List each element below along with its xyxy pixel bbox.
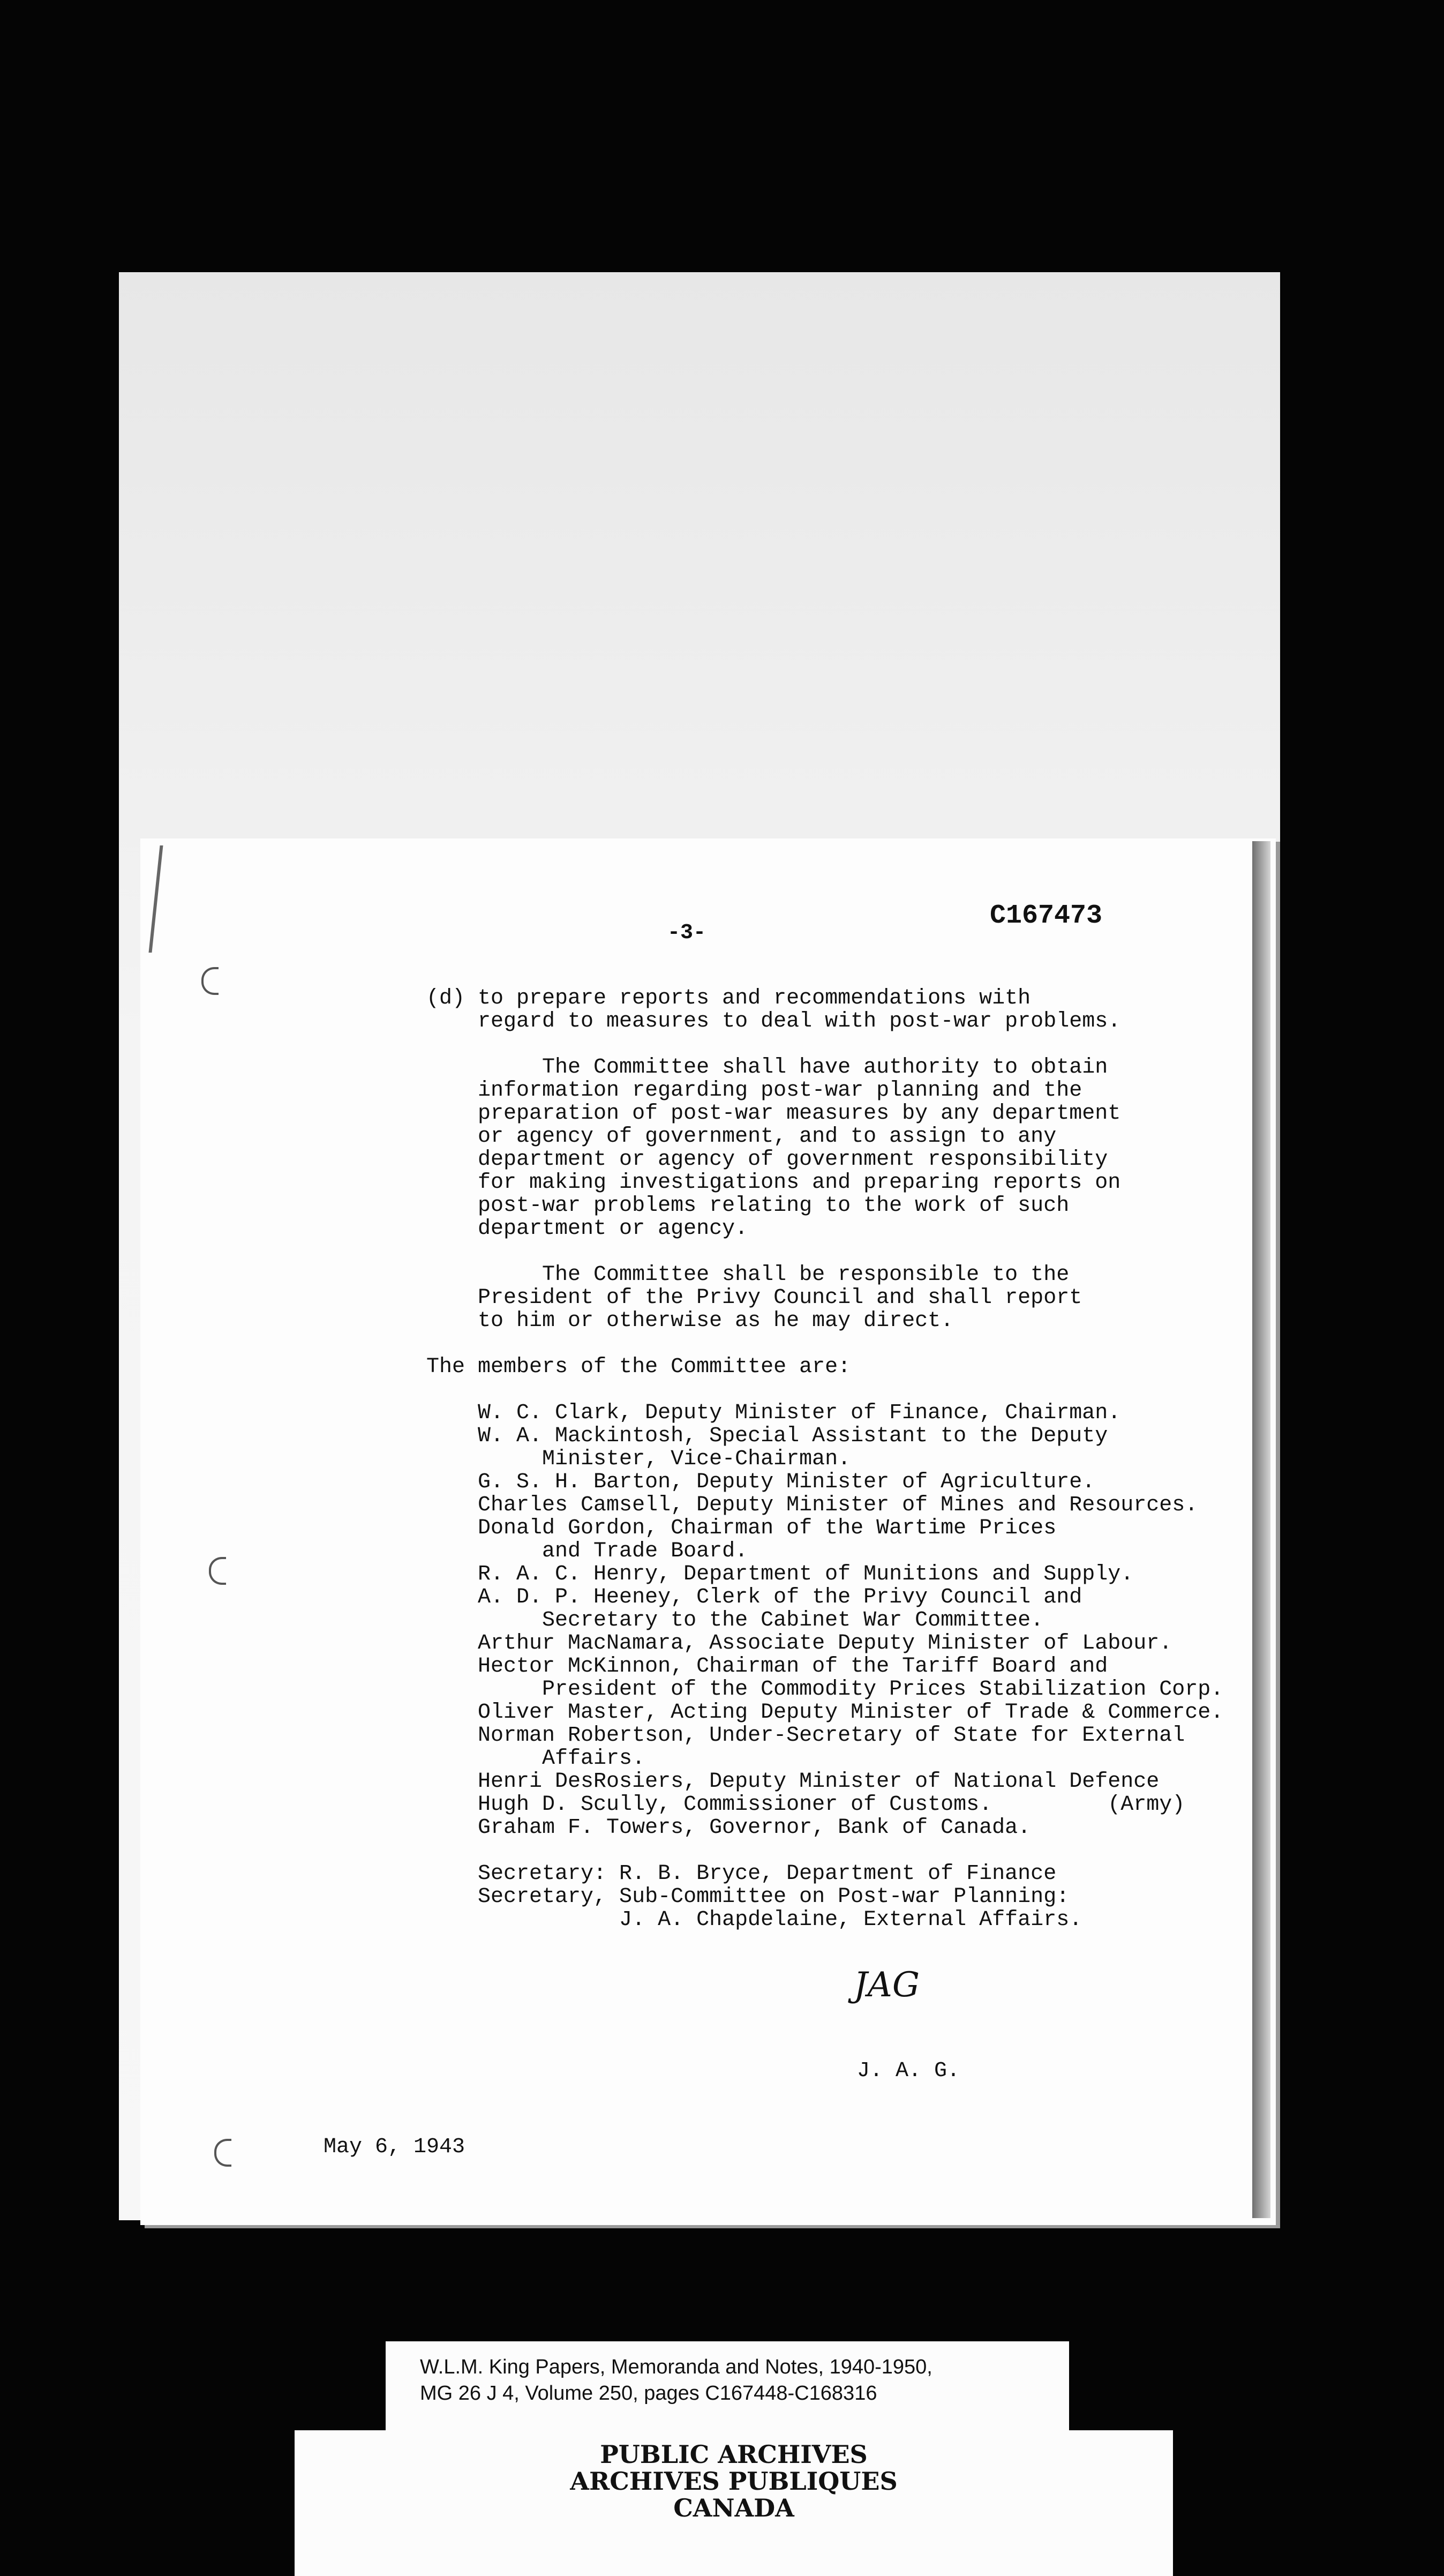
body-line: Charles Camsell, Deputy Minister of Mines and Resources. xyxy=(426,1493,1198,1517)
body-line xyxy=(426,1033,1223,1056)
body-line: department or agency of government responsibility xyxy=(426,1148,1108,1172)
body-line: G. S. H. Barton, Deputy Minister of Agriculture. xyxy=(426,1470,1095,1494)
body-line: to him or otherwise as he may direct. xyxy=(426,1309,954,1333)
document-date: May 6, 1943 xyxy=(324,2135,465,2159)
body-line: Donald Gordon, Chairman of the Wartime Prices xyxy=(426,1516,1057,1540)
archive-line-3: CANADA xyxy=(673,2493,794,2522)
body-line xyxy=(426,1379,1223,1402)
page-number: -3- xyxy=(667,921,706,945)
body-line: Graham F. Towers, Governor, Bank of Canada. xyxy=(426,1816,1031,1840)
page-edge-shadow xyxy=(1252,841,1270,2218)
archive-citation xyxy=(420,2354,932,2407)
document-id: C167473 xyxy=(990,901,1103,931)
body-line: J. A. Chapdelaine, External Affairs. xyxy=(426,1908,1082,1932)
label-notch-left xyxy=(295,2361,386,2430)
archive-name xyxy=(295,2441,1173,2521)
body-line: R. A. C. Henry, Department of Munitions and Supply. xyxy=(426,1562,1134,1586)
body-line: Secretary, Sub-Committee on Post-war Planning: xyxy=(426,1885,1070,1909)
document-body xyxy=(426,987,1223,1931)
body-line: Hugh D. Scully, Commissioner of Customs. (Army) xyxy=(426,1793,1185,1817)
body-line: Secretary: R. B. Bryce, Department of Finance xyxy=(426,1862,1057,1886)
body-line: Oliver Master, Acting Deputy Minister of Trade & Commerce. xyxy=(426,1701,1224,1725)
body-line: and Trade Board. xyxy=(426,1539,748,1563)
body-line: Hector McKinnon, Chairman of the Tariff Board and xyxy=(426,1654,1108,1679)
citation-line-2: MG 26 J 4, Volume 250, pages C167448-C168316 xyxy=(420,2382,877,2405)
body-line: department or agency. xyxy=(426,1217,748,1241)
body-line: Henri DesRosiers, Deputy Minister of National Defence xyxy=(426,1770,1160,1794)
label-notch-right xyxy=(1069,2361,1173,2430)
body-line: for making investigations and preparing reports on xyxy=(426,1171,1121,1195)
body-line: Norman Robertson, Under-Secretary of State for External xyxy=(426,1724,1185,1748)
body-line: Minister, Vice-Chairman. xyxy=(426,1447,851,1471)
body-line: information regarding post-war planning and the xyxy=(426,1079,1082,1103)
body-line: Arthur MacNamara, Associate Deputy Minister of Labour. xyxy=(426,1631,1172,1656)
body-line: (d) to prepare reports and recommendations with xyxy=(426,986,1031,1010)
body-line: W. A. Mackintosh, Special Assistant to the Deputy xyxy=(426,1424,1108,1448)
archive-line-2: ARCHIVES PUBLIQUES xyxy=(570,2467,898,2496)
signer-initials: J. A. G. xyxy=(857,2059,960,2083)
handwritten-signature: JAG xyxy=(854,1965,920,2005)
body-line xyxy=(426,1240,1223,1263)
body-line: Secretary to the Cabinet War Committee. xyxy=(426,1608,1044,1633)
body-line xyxy=(426,1839,1223,1862)
body-line: The Committee shall be responsible to the xyxy=(426,1263,1070,1287)
body-line: President of the Commodity Prices Stabilization Corp. xyxy=(426,1678,1224,1702)
body-line: The members of the Committee are: xyxy=(426,1355,851,1379)
body-line: The Committee shall have authority to obtain xyxy=(426,1055,1108,1080)
citation-line-1: W.L.M. King Papers, Memoranda and Notes, 1940-1950, xyxy=(420,2356,932,2378)
body-line: W. C. Clark, Deputy Minister of Finance, Chairman. xyxy=(426,1401,1121,1425)
body-line: post-war problems relating to the work of such xyxy=(426,1194,1070,1218)
body-line: President of the Privy Council and shall report xyxy=(426,1286,1082,1310)
body-line: A. D. P. Heeney, Clerk of the Privy Council and xyxy=(426,1585,1082,1609)
body-line xyxy=(426,1332,1223,1356)
body-line: Affairs. xyxy=(426,1747,645,1771)
archive-line-1: PUBLIC ARCHIVES xyxy=(600,2440,868,2469)
body-line: regard to measures to deal with post-war problems. xyxy=(426,1009,1121,1034)
body-line: preparation of post-war measures by any department xyxy=(426,1102,1121,1126)
body-line: or agency of government, and to assign to any xyxy=(426,1125,1057,1149)
